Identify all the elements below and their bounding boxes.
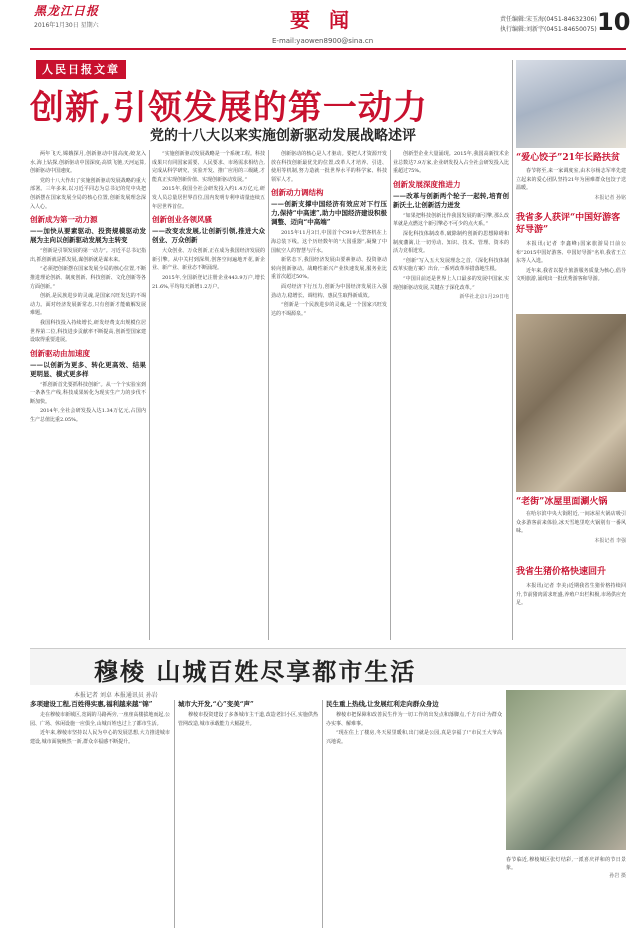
paragraph: 本报讯(记者 李鑫峰)国家旅游局日前公布“2015中国好游客、中国好导游”名单,我省王立东等人入选。 [516, 241, 626, 265]
sidebar-headline: “爱心饺子”21年长路扶贫 [516, 153, 620, 163]
masthead-rule [30, 48, 626, 50]
editor-line: 责任编辑:宋玉海(0451-84632306) [500, 16, 597, 23]
sidebar-divider [512, 60, 513, 640]
bottom-column-1 [30, 700, 170, 928]
paragraph: 春节将至,来一家调度室,由木尔杨志军率先建立起来的爱心团队坚持21年为困难群众包饺子送温暖。 [516, 168, 626, 192]
section-subtitle: 多项建设工程,百姓得实惠,福利越来越“锦” [30, 700, 153, 708]
sidebar-photo-ice-hotpot [516, 314, 626, 492]
column-divider [322, 700, 323, 928]
paragraph: 大众创业、万众创新,正在成为我国经济发展的新引擎。从中关村到深圳,创客空间遍地开花,新企业、新产业、新业态不断涌现。 [152, 248, 265, 272]
section-deck: ——以创新为更多、转化更高效、结果更明显、模式更多样 [30, 360, 146, 378]
section-subtitle: 民生重上热线,让发展红利走向群众身边 [326, 700, 439, 708]
section-subtitle: 创新发展深度推进力 [393, 179, 461, 189]
photo-credit: 孙岩 摄 [609, 873, 626, 879]
page-number: 10 [597, 8, 631, 36]
paper-logo: 黑龙江日报 [34, 4, 100, 18]
paragraph: 2015年11月3日,中国首个C919大型客机在上海总装下线。这个历经数年的“大国重器”,凝聚了中国航空人的智慧与汗水。 [271, 230, 387, 254]
paragraph: “必须把创新摆在国家发展全局的核心位置,不断推进理论创新、制度创新、科技创新、文化创新等各方面创新。” [30, 266, 146, 290]
paragraph: 面对经济下行压力,创新为中国经济发展注入强劲动力,稳增长、调结构、惠民生取得新成效。 [271, 283, 387, 299]
paragraph: 2015年,全国新登记注册企业443.9万户,增长21.6%,平均每天新增1.2万户。 [152, 274, 265, 290]
section-subtitle: 创新驱动由加速度 [30, 348, 90, 358]
article-column-4 [393, 150, 509, 640]
paragraph: 本报讯(记者 李美)近期我省生猪价格持续回升,节前猪肉需求旺盛,养殖户出栏积极,市场供应充足。 [516, 583, 626, 607]
paragraph: 2015年,我国全社会研发投入约1.4万亿元,研发人员总量居世界首位,国内发明专利申请量连续五年居世界首位。 [152, 186, 265, 210]
sidebar-story-text [516, 510, 626, 556]
section-deck: ——改革与创新两个轮子一起转,培育创新沃土,让创新活力迸发 [393, 191, 509, 209]
sidebar-headline: 我省生猪价格快速回升 [516, 567, 607, 577]
article-column-2 [152, 150, 265, 640]
paragraph: “现在住上了楼房,冬天屋里暖和,出门就是公园,真是享福了!”市民王大爷高兴地说。 [326, 730, 502, 745]
section-deck: ——加快从要素驱动、投资规模驱动发展为主向以创新驱动发展为主转变 [30, 227, 146, 245]
date-line: 2016年1月30日 星期六 [34, 22, 99, 29]
sidebar-story-text [516, 582, 626, 640]
paragraph: 党的十八大作出了实施创新驱动发展战略的重大部署。三年多来,以习近平同志为总书记的党中央把创新摆在国家发展全局的核心位置,创新发展理念深入人心。 [30, 177, 146, 210]
caption-text: 春节临近,穆棱城区张灯结彩,一派喜庆祥和的节日景象。 [506, 857, 626, 871]
section-subtitle: 创新动力调结构 [271, 188, 324, 198]
paragraph: “创新”写入五大发展理念之首,《深化科技体制改革实施方案》出台,一系列改革举措落地生根。 [393, 257, 509, 273]
section-deck: ——改变农发展,让创新引领,推进大众创业、万众创新 [152, 227, 265, 245]
story-author: 本报记者 孙铭 [594, 194, 626, 201]
article-column-3 [271, 150, 387, 640]
paragraph: 创新,是民族进步的灵魂,是国家兴旺发达的不竭动力。面对经济发展新常态,只有创新才能破解发展难题。 [30, 293, 146, 317]
proof-line: 执行编辑:刘新宇(0451-84650075) [500, 26, 597, 33]
paragraph: “创新是引领发展的第一动力”。习近平总书记指出,抓创新就是抓发展,谋创新就是谋未来。 [30, 248, 146, 263]
paragraph: “抓创新首先要抓科技创新”。从一个个实验室到一条条生产线,科技成果转化为现实生产力的步伐不断加快。 [30, 381, 146, 405]
column-divider [390, 150, 391, 640]
sidebar-photo-dumplings [516, 60, 626, 148]
dateline-byline: 新华社北京1月29日电 [459, 294, 509, 301]
paragraph: 我国科技投入持续增长,研发经费支出规模位居世界第二位,科技进步贡献率不断提高,创新型国家建设取得重要进展。 [30, 319, 146, 344]
bottom-column-2 [178, 700, 318, 928]
column-tag: 人民日报文章 [36, 60, 126, 79]
paragraph: 创新型企业大量涌现。2015年,我国高新技术企业总数达7.9万家,企业研发投入占全社会研发投入比重超过75%。 [393, 151, 509, 175]
paragraph: “中国目前还是世界上人口最多的发展中国家,实现创新驱动发展,关键在于深化改革。” [393, 275, 509, 291]
sidebar-story-text [516, 167, 626, 207]
paragraph: “创新是一个民族进步的灵魂,是一个国家兴旺发达的不竭源泉。” [271, 302, 387, 317]
paragraph: 走在穆棱市新城区,宽阔的马路两旁,一座座高楼拔地而起,公园、广场、休闲设施一应俱全,山城百姓也过上了都市生活。 [30, 712, 170, 727]
bottom-column-3 [326, 700, 502, 928]
paragraph: “如果把科技创新比作我国发展的新引擎,那么改革就是点燃这个新引擎必不可少的点火系。” [393, 212, 509, 228]
paragraph: 新常态下,我国经济发展由要素驱动、投资驱动转向创新驱动。战略性新兴产业快速发展,服务业比重首次超过50%。 [271, 257, 387, 281]
sidebar-headline: “老街”冰屋里面涮火锅 [516, 497, 608, 507]
paragraph: 近年来,我省以提升旅游服务质量为核心,倡导文明旅游,涌现出一批优秀游客和导游。 [516, 267, 626, 283]
section-email: E-mail:yaowen8900@sina.cn [272, 37, 374, 45]
column-divider [174, 700, 175, 928]
sidebar-headline: 我省多人获评“中国好游客好导游” [516, 213, 621, 235]
lead-subheadline: 党的十八大以来实施创新驱动发展战略述评 [150, 128, 416, 144]
section-deck: ——创新支撑中国经济有效应对下行压力,保持“中高速”,助力中国经济建设积极调整、迈向“中高端” [271, 200, 387, 227]
paragraph: 穆棱市投资建设了多条城市主干道,改造老旧小区,实施供热管网改造,城市承载能力大幅提升。 [178, 712, 318, 727]
photo-caption [506, 856, 626, 880]
editor-info [500, 15, 597, 35]
section-subtitle: 创新成为第一动力源 [30, 215, 98, 225]
lead-headline: 创新,引领发展的第一动力 [30, 88, 428, 128]
paragraph: “实施创新驱动发展战略是一个系统工程。科技成果只有同国家需要、人民要求、市场需求相结合,完成从科学研究、实验开发、推广应用的三级跳,才能真正实现创新价值、实现创新驱动发展。” [152, 151, 265, 183]
paragraph: 近年来,穆棱市坚持以人民为中心的发展思想,大力推进城市建设,城市面貌焕然一新,群众幸福感不断提升。 [30, 730, 170, 745]
section-subtitle: 城市大开发,“心”变美“声” [178, 700, 254, 708]
paragraph: 2014年,全社会研发投入达1.34万亿元,占国内生产总值比重2.05%。 [30, 408, 146, 424]
section-subtitle: 创新创业各领风骚 [152, 215, 212, 225]
bottom-feature-headline: 穆棱 山城百姓尽享都市生活 [94, 657, 417, 686]
column-divider [268, 150, 269, 640]
paragraph: 两年飞天,嫦娥探月,创新驱动中国高度;蛟龙入水,海上钻探,创新驱动中国深度;高铁飞驰,天河运算,创新驱动中国速度。 [30, 151, 146, 175]
sidebar-story-text [516, 240, 626, 310]
bottom-feature-photo [506, 690, 626, 850]
bottom-feature-byline: 本报记者 刘卓 本报通讯员 孙岩 [74, 692, 158, 699]
paragraph: 穆棱市把保障和改善民生作为一切工作的出发点和落脚点,千方百计为群众办实事、解难事。 [326, 712, 502, 727]
paragraph: 创新驱动的核心是人才驱动。要把人才资源开发放在科技创新最优先的位置,改革人才培养、引进、使用等机制,努力造就一批世界水平的科学家、科技领军人才。 [271, 151, 387, 183]
section-title: 要 闻 [290, 8, 355, 32]
paragraph: 深化科技体制改革,破除制约创新的思想障碍和制度藩篱,让一切劳动、知识、技术、管理、资本的活力竞相迸发。 [393, 230, 509, 255]
article-column-1 [30, 150, 146, 640]
paragraph: 在哈尔滨中央大街附近,一间冰屋火锅店吸引众多游客前来体验,冰天雪地里吃火锅别有一番风味。 [516, 511, 626, 535]
story-author: 本报记者 李强 [594, 537, 626, 544]
column-divider [149, 150, 150, 640]
